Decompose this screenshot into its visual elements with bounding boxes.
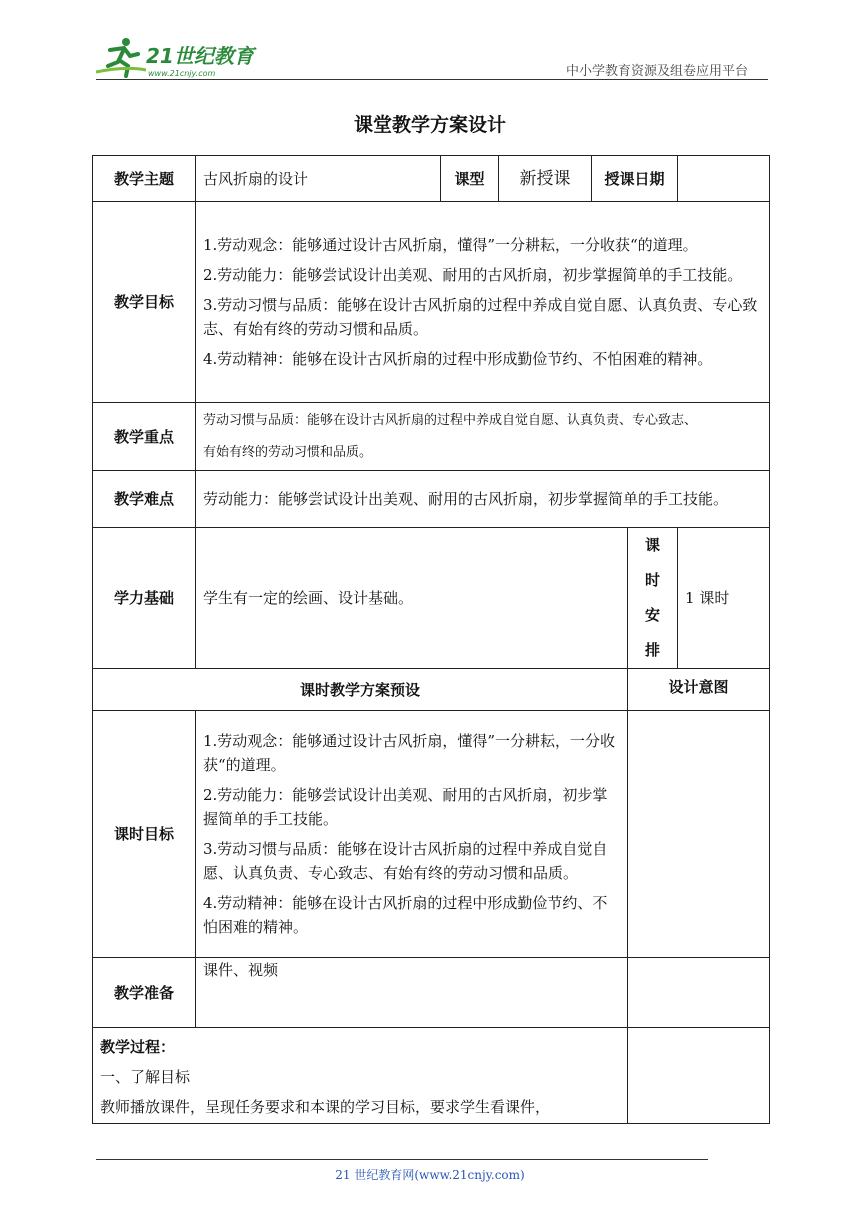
schedule-char: 排	[645, 641, 661, 659]
preparation-label: 教学准备	[93, 958, 196, 1028]
topic-label: 教学主题	[93, 156, 196, 202]
table-row	[93, 403, 770, 471]
date-label: 授课日期	[592, 156, 678, 202]
goals-content	[196, 202, 770, 403]
goal-item: 1.劳动观念：能够通过设计古风折扇，懂得”一分耕耘，一分收获“的道理。	[203, 236, 698, 254]
process-heading: 教学过程：	[100, 1038, 176, 1056]
plan-header-left: 课时教学方案预设	[93, 669, 628, 711]
goals-label: 教学目标	[93, 202, 196, 403]
table-row	[93, 958, 770, 1028]
svg-text:www.21cnjy.com: www.21cnjy.com	[148, 69, 216, 78]
type-value: 新授课	[499, 156, 592, 202]
table-row	[93, 202, 770, 403]
goal-item: 4.劳动精神：能够在设计古风折扇的过程中形成勤俭节约、不怕困难的精神。	[203, 350, 713, 368]
svg-text:21世纪教育: 21世纪教育	[146, 44, 254, 68]
key-points-line: 劳动习惯与品质：能够在设计古风折扇的过程中养成自觉自愿、认真负责、专心致志、	[203, 412, 698, 428]
type-label: 课型	[441, 156, 499, 202]
goal-item: 2.劳动能力：能够尝试设计出美观、耐用的古风折扇，初步掌握简单的手工技能。	[203, 266, 743, 284]
schedule-char: 时	[645, 571, 661, 589]
table-row	[93, 528, 770, 669]
table-row	[93, 156, 770, 202]
schedule-char: 安	[645, 606, 661, 624]
process-step: 一、了解目标	[100, 1068, 191, 1086]
date-value	[678, 156, 770, 202]
key-points-label: 教学重点	[93, 403, 196, 471]
platform-name: 中小学教育资源及组卷应用平台	[566, 64, 749, 79]
process-text: 教师播放课件，呈现任务要求和本课的学习目标，要求学生看课件，	[100, 1098, 551, 1116]
lesson-goal-item: 1.劳动观念：能够通过设计古风折扇，懂得”一分耕耘，一分收获“的道理。	[203, 732, 615, 774]
process-intent	[628, 1028, 770, 1124]
key-points-line: 有始有终的劳动习惯和品质。	[203, 444, 373, 460]
document-title: 课堂教学方案设计	[353, 114, 506, 136]
table-row	[93, 1028, 770, 1124]
difficulties-content: 劳动能力：能够尝试设计出美观、耐用的古风折扇，初步掌握简单的手工技能。	[196, 471, 770, 528]
key-points-content	[196, 403, 770, 471]
preparation-intent	[628, 958, 770, 1028]
goal-item: 3.劳动习惯与品质：能够在设计古风折扇的过程中养成自觉自愿、认真负责、专心致志、有始有终的劳动习惯和品质。	[203, 296, 758, 338]
schedule-char: 课	[645, 536, 661, 554]
lesson-goals-content	[196, 711, 628, 958]
table-row	[93, 711, 770, 958]
lesson-goals-label: 课时目标	[93, 711, 196, 958]
header-divider	[96, 79, 768, 80]
preparation-content: 课件、视频	[196, 958, 628, 1028]
lesson-plan-table	[92, 155, 770, 1124]
foundation-content: 学生有一定的绘画、设计基础。	[196, 528, 628, 669]
table-row	[93, 471, 770, 528]
table-row	[93, 669, 770, 711]
schedule-value: 1 课时	[678, 528, 770, 669]
foundation-label: 学力基础	[93, 528, 196, 669]
logo	[96, 36, 266, 82]
runner-logo-icon	[96, 36, 266, 82]
lesson-goals-intent	[628, 711, 770, 958]
lesson-goal-item: 4.劳动精神：能够在设计古风折扇的过程中形成勤俭节约、不怕困难的精神。	[203, 894, 608, 936]
plan-header-right: 设计意图	[628, 669, 770, 711]
lesson-goal-item: 3.劳动习惯与品质：能够在设计古风折扇的过程中养成自觉自愿、认真负责、专心致志、有始有终的劳动习惯和品质。	[203, 840, 608, 882]
process-content	[93, 1028, 628, 1124]
schedule-label	[628, 528, 678, 669]
difficulties-label: 教学难点	[93, 471, 196, 528]
footer-divider	[96, 1159, 708, 1160]
footer-link[interactable]: 21 世纪教育网(www.21cnjy.com)	[335, 1168, 525, 1182]
lesson-goal-item: 2.劳动能力：能够尝试设计出美观、耐用的古风折扇，初步掌握简单的手工技能。	[203, 786, 608, 828]
topic-value: 古风折扇的设计	[196, 156, 441, 202]
page-header	[0, 0, 860, 90]
